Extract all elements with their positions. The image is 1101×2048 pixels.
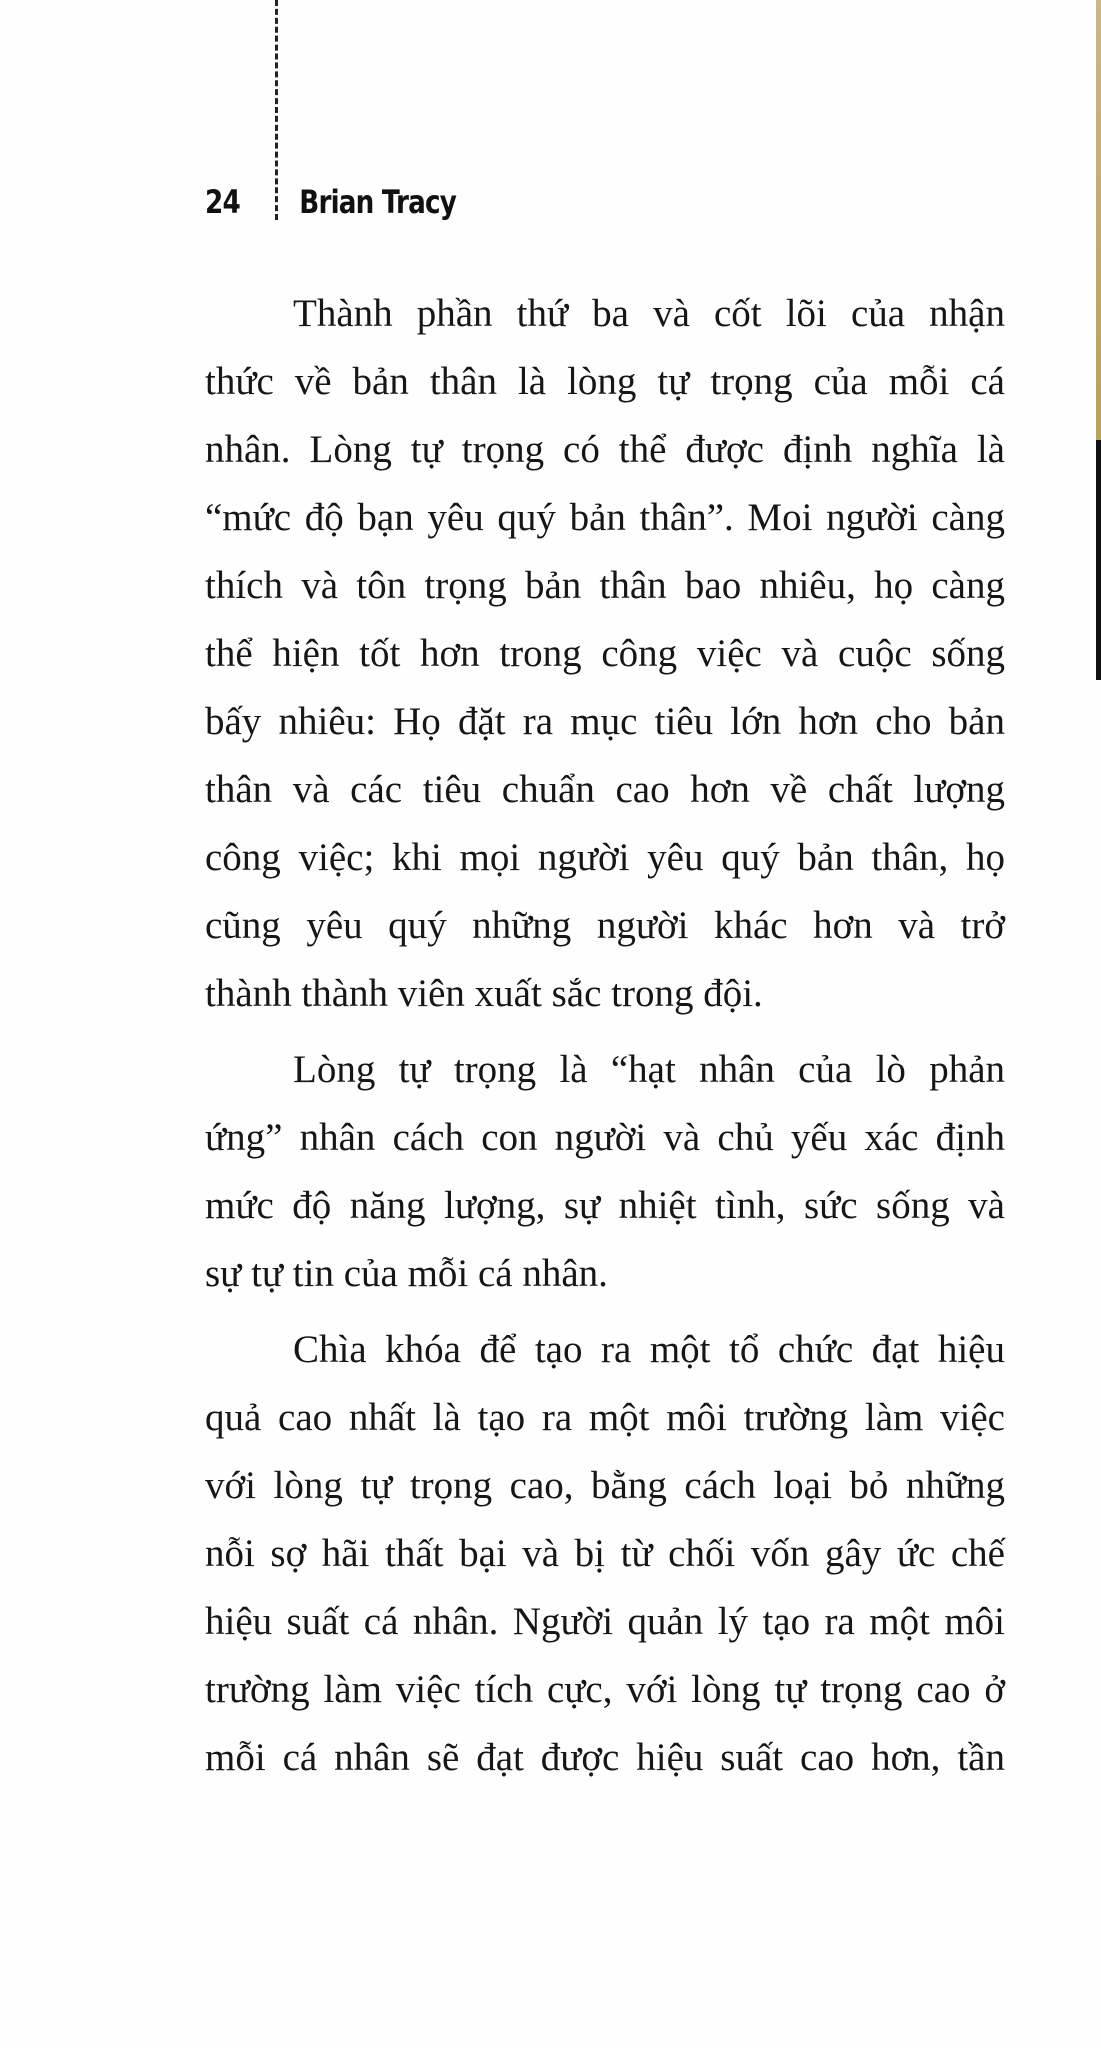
text-line: nhân. Lòng tự trọng có thể được định nghĩa là <box>205 428 1005 471</box>
paragraph-1 <box>205 280 1005 1028</box>
body-text <box>205 280 1005 1800</box>
text-line: trường làm việc tích cực, với lòng tự trọng cao ở <box>205 1668 1005 1711</box>
paragraph-3 <box>205 1316 1005 1792</box>
page-gutter-shadow <box>1096 440 1101 680</box>
running-head-author: Brian Tracy <box>299 183 457 221</box>
text-line: với lòng tự trọng cao, bằng cách loại bỏ những <box>205 1464 1005 1507</box>
text-line: thức về bản thân là lòng tự trọng của mỗi cá <box>205 360 1005 403</box>
text-line: mức độ năng lượng, sự nhiệt tình, sức sống và <box>205 1184 1005 1227</box>
text-line: quả cao nhất là tạo ra một môi trường làm việc <box>205 1396 1005 1439</box>
text-line: mỗi cá nhân sẽ đạt được hiệu suất cao hơn, tần <box>205 1736 1005 1779</box>
text-line: thành thành viên xuất sắc trong đội. <box>205 972 763 1015</box>
text-line: Chìa khóa để tạo ra một tổ chức đạt hiệu <box>293 1328 1005 1371</box>
text-line: “mức độ bạn yêu quý bản thân”. Moi người càng <box>205 496 1005 539</box>
page-edge <box>1096 0 1101 440</box>
text-line: bấy nhiêu: Họ đặt ra mục tiêu lớn hơn cho bản <box>205 700 1005 743</box>
text-line: hiệu suất cá nhân. Người quản lý tạo ra một môi <box>205 1600 1005 1643</box>
text-line: sự tự tin của mỗi cá nhân. <box>205 1252 608 1295</box>
text-line: cũng yêu quý những người khác hơn và trở <box>205 904 1005 947</box>
text-line: thích và tôn trọng bản thân bao nhiêu, họ càng <box>205 564 1005 607</box>
text-line: Lòng tự trọng là “hạt nhân của lò phản <box>293 1048 1005 1091</box>
text-line: thân và các tiêu chuẩn cao hơn về chất lượng <box>205 768 1005 811</box>
paragraph-2 <box>205 1036 1005 1308</box>
page-header <box>205 178 456 226</box>
page-number: 24 <box>205 183 240 221</box>
text-line: thể hiện tốt hơn trong công việc và cuộc sống <box>205 632 1005 675</box>
text-line: công việc; khi mọi người yêu quý bản thân, họ <box>205 836 1005 879</box>
text-line: Thành phần thứ ba và cốt lõi của nhận <box>293 292 1005 335</box>
text-line: nỗi sợ hãi thất bại và bị từ chối vốn gây ức chế <box>205 1532 1005 1575</box>
text-line: ứng” nhân cách con người và chủ yếu xác định <box>205 1116 1005 1159</box>
